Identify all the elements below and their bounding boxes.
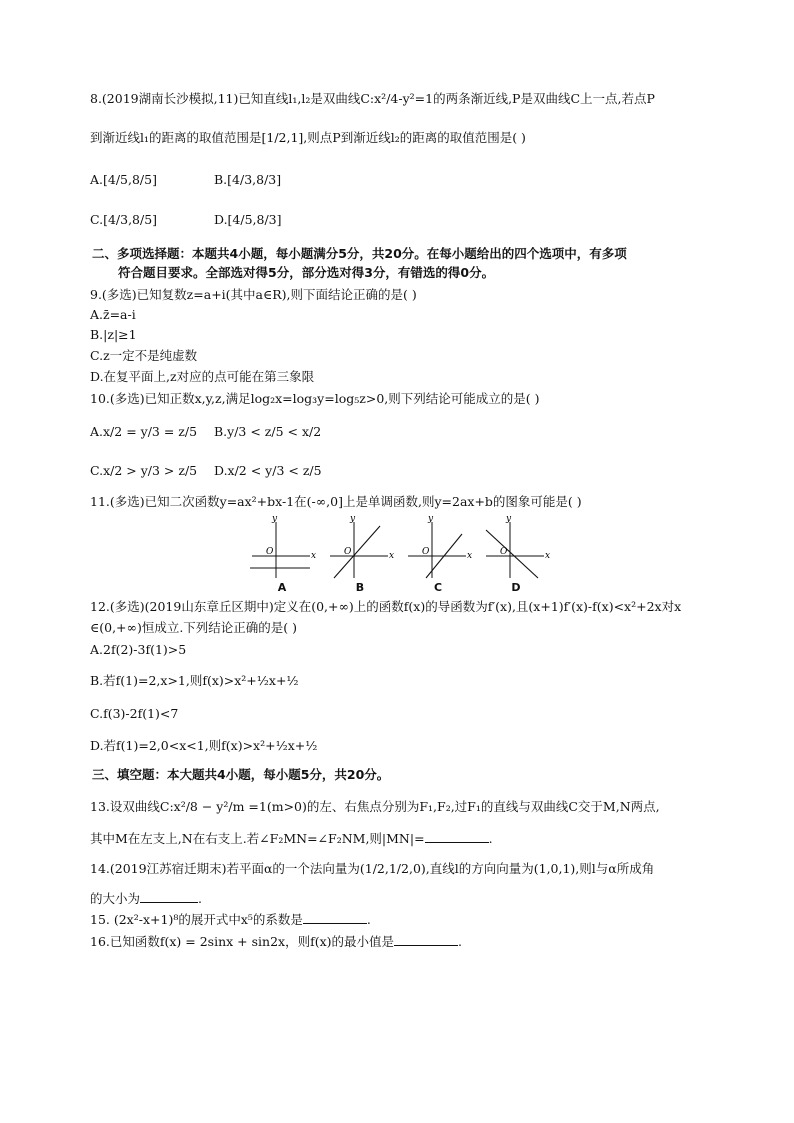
q13-line1: 13.设双曲线C:x²/8 − y²/m =1(m>0)的左、右焦点分别为F₁,F₂,过F₁的直线与双曲线C交于M,N两点, [90,799,660,814]
q12-option-c: C.f(3)-2f(1)<7 [90,706,179,721]
q8-option-c: C.[4/3,8/5] [90,212,158,227]
q12-line1: 12.(多选)(2019山东章丘区期中)定义在(0,+∞)上的函数f(x)的导函数为f′(x),且(x+1)f′(x)-f(x)<x²+2x对x [90,599,682,614]
q14-answer-blank[interactable] [140,890,198,903]
q11-graph-b [324,516,396,594]
section2-heading-line1: 二、多项选择题：本题共4小题，每小题满分5分，共20分。在每小题给出的四个选项中，有多项 [92,246,627,261]
svg-text:x: x [545,551,551,561]
graph-b-svg [324,516,396,580]
svg-text:O: O [422,547,430,557]
q10-option-d: D.x/2 < y/3 < z/5 [214,463,322,478]
q14-end: . [198,891,202,906]
graph-a-svg [246,516,318,580]
q11-graph-d [480,516,552,594]
q8-option-d: D.[4/5,8/3] [214,212,282,227]
q11-graph-c [402,516,474,594]
q13-line2-text: 其中M在左支上,N在右支上.若∠F₂MN=∠F₂NM,则|MN|= [90,831,425,846]
svg-text:x: x [389,551,395,561]
q10-option-c: C.x/2 > y/3 > z/5 [90,463,198,478]
q11-stem: 11.(多选)已知二次函数y=ax²+bx-1在(-∞,0]上是单调函数,则y=2ax+b的图象可能是( ) [90,494,582,509]
q16-line [90,933,462,950]
graph-d-label: D [511,581,521,594]
graph-c-label: C [433,581,443,594]
q9-option-d: D.在复平面上,z对应的点可能在第三象限 [90,369,315,384]
svg-text:y: y [506,516,512,524]
q9-option-b: B.|z|≥1 [90,327,137,342]
svg-text:O: O [266,547,274,557]
q8-option-a: A.[4/5,8/5] [90,172,157,187]
section3-heading: 三、填空题：本大题共4小题，每小题5分，共20分。 [92,767,390,782]
graph-a-label: A [277,581,287,594]
q14-line1: 14.(2019江苏宿迁期末)若平面α的一个法向量为(1/2,1/2,0),直线l的方向向量为(1,0,1),则l与α所成角 [90,861,655,876]
svg-text:O: O [500,547,508,557]
q13-line2 [90,830,493,847]
q16-answer-blank[interactable] [394,933,458,946]
svg-text:x: x [467,551,473,561]
svg-text:x: x [311,551,317,561]
svg-text:y: y [350,516,356,524]
q10-stem: 10.(多选)已知正数x,y,z,满足log₂x=log₃y=log₅z>0,则下列结论可能成立的是( ) [90,391,540,406]
q12-option-b: B.若f(1)=2,x>1,则f(x)>x²+½x+½ [90,673,299,688]
q15-end: . [366,912,371,927]
q12-option-a: A.2f(2)-3f(1)>5 [90,642,187,657]
section2-heading-line2: 符合题目要求。全部选对得5分，部分选对得3分，有错选的得0分。 [118,265,495,280]
q14-line2-text: 的大小为 [90,891,141,906]
svg-text:y: y [272,516,278,524]
q13-answer-blank[interactable] [425,830,489,843]
q8-line1: 8.(2019湖南长沙模拟,11)已知直线l₁,l₂是双曲线C:x²/4-y²=1的两条渐近线,P是双曲线C上一点,若点P [90,91,655,106]
q12-option-d: D.若f(1)=2,0<x<1,则f(x)>x²+½x+½ [90,738,318,753]
q13-end: . [488,831,493,846]
q9-option-c: C.z一定不是纯虚数 [90,348,198,363]
q11-graph-options [246,516,556,594]
q11-graph-a [246,516,318,594]
graph-c-svg [402,516,474,580]
graph-d-svg [480,516,552,580]
q14-line2 [90,890,202,907]
q9-stem: 9.(多选)已知复数z=a+i(其中a∈R),则下面结论正确的是( ) [90,287,417,302]
svg-text:O: O [344,547,352,557]
q8-line2: 到渐近线l₁的距离的取值范围是[1/2,1],则点P到渐近线l₂的距离的取值范围是( ) [90,130,526,145]
q16-end: . [458,934,462,949]
q12-line2: ∈(0,+∞)恒成立.下列结论正确的是( ) [90,620,298,635]
q9-option-a: A.z̄=a-i [90,307,136,322]
q8-option-b: B.[4/3,8/3] [214,172,282,187]
q16-text: 16.已知函数f(x) = 2sinx + sin2x，则f(x)的最小值是 [90,934,395,949]
graph-b-label: B [355,581,365,594]
svg-text:y: y [428,516,434,524]
q15-line [90,911,371,928]
q15-text: 15. (2x²-x+1)⁸的展开式中x⁵的系数是 [90,912,303,927]
q10-option-b: B.y/3 < z/5 < x/2 [214,424,322,439]
q15-answer-blank[interactable] [303,911,367,924]
q10-option-a: A.x/2 = y/3 = z/5 [90,424,198,439]
